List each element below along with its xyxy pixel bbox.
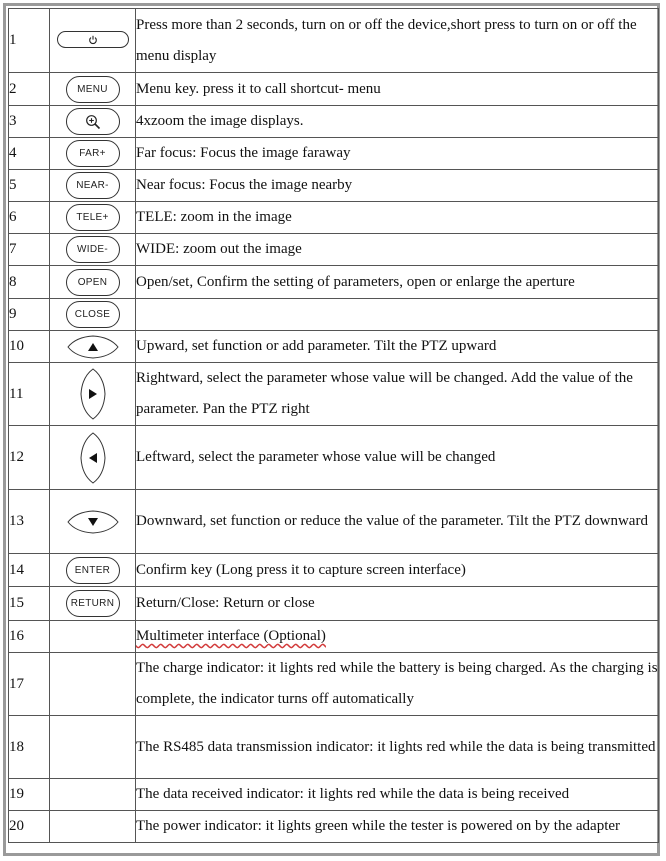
row-number: 20 xyxy=(9,811,50,843)
table-row xyxy=(9,490,659,554)
table-row xyxy=(9,234,659,266)
row-number: 12 xyxy=(9,426,50,490)
menu-key[interactable]: MENU xyxy=(66,76,120,103)
table-row xyxy=(9,299,659,331)
row-number: 2 xyxy=(9,73,50,106)
wide-key[interactable]: WIDE- xyxy=(66,236,120,263)
row-number: 6 xyxy=(9,202,50,234)
row-description: Far focus: Focus the image faraway xyxy=(136,138,659,170)
key-function-table xyxy=(8,8,659,843)
row-description: The data received indicator: it lights red while the data is being received xyxy=(136,779,659,811)
row-description: The RS485 data transmission indicator: it lights red while the data is being transmitted xyxy=(136,716,659,779)
zoom-plus-icon xyxy=(85,114,101,130)
open-key[interactable]: OPEN xyxy=(66,269,120,296)
row-description: TELE: zoom in the image xyxy=(136,202,659,234)
row-number: 7 xyxy=(9,234,50,266)
row-description: The charge indicator: it lights red while the battery is being charged. As the charging is complete, the indicator turns off automatically xyxy=(136,653,659,716)
row-description: The power indicator: it lights green while the tester is powered on by the adapter xyxy=(136,811,659,843)
arrow-right-icon[interactable] xyxy=(79,367,107,421)
row-number: 4 xyxy=(9,138,50,170)
arrow-left-icon[interactable] xyxy=(79,431,107,485)
row-number: 1 xyxy=(9,9,50,73)
row-number: 17 xyxy=(9,653,50,716)
row-description: Upward, set function or add parameter. Tilt the PTZ upward xyxy=(136,331,659,363)
row-number: 3 xyxy=(9,106,50,138)
close-key[interactable]: CLOSE xyxy=(66,301,120,328)
row-description: Confirm key (Long press it to capture screen interface) xyxy=(136,554,659,587)
row-description: Return/Close: Return or close xyxy=(136,587,659,621)
row-number: 5 xyxy=(9,170,50,202)
table-row xyxy=(9,170,659,202)
near-focus-key[interactable]: NEAR- xyxy=(66,172,120,199)
row-description: Menu key. press it to call shortcut- menu xyxy=(136,73,659,106)
row-description: Multimeter interface (Optional) xyxy=(136,628,326,644)
power-icon xyxy=(88,35,98,45)
row-number: 9 xyxy=(9,299,50,331)
row-number: 15 xyxy=(9,587,50,621)
table-row xyxy=(9,811,659,843)
table-row xyxy=(9,426,659,490)
row-number: 19 xyxy=(9,779,50,811)
table-row xyxy=(9,106,659,138)
table-row xyxy=(9,9,659,73)
far-focus-key[interactable]: FAR+ xyxy=(66,140,120,167)
row-number: 8 xyxy=(9,266,50,299)
table-row xyxy=(9,202,659,234)
row-description: Leftward, select the parameter whose value will be changed xyxy=(136,426,659,490)
table-row xyxy=(9,779,659,811)
power-key[interactable] xyxy=(57,31,129,48)
enter-key[interactable]: ENTER xyxy=(66,557,120,584)
zoom-key[interactable] xyxy=(66,108,120,135)
table-row xyxy=(9,716,659,779)
tele-key[interactable]: TELE+ xyxy=(66,204,120,231)
row-description: WIDE: zoom out the image xyxy=(136,234,659,266)
row-number: 16 xyxy=(9,621,50,653)
row-description: 4xzoom the image displays. xyxy=(136,106,659,138)
return-key[interactable]: RETURN xyxy=(66,590,120,617)
row-description: Downward, set function or reduce the value of the parameter. Tilt the PTZ downward xyxy=(136,490,659,554)
arrow-up-icon[interactable] xyxy=(66,334,120,360)
table-row xyxy=(9,621,659,653)
table-row xyxy=(9,266,659,299)
row-description xyxy=(136,299,659,331)
row-description: Open/set, Confirm the setting of parameters, open or enlarge the aperture xyxy=(136,266,659,299)
table-row xyxy=(9,73,659,106)
row-number: 10 xyxy=(9,331,50,363)
table-row xyxy=(9,653,659,716)
table-row xyxy=(9,554,659,587)
row-number: 18 xyxy=(9,716,50,779)
row-description: Near focus: Focus the image nearby xyxy=(136,170,659,202)
row-number: 13 xyxy=(9,490,50,554)
table-row xyxy=(9,138,659,170)
table-row xyxy=(9,363,659,426)
row-description: Press more than 2 seconds, turn on or off the device,short press to turn on or off the menu display xyxy=(136,9,659,73)
row-number: 14 xyxy=(9,554,50,587)
table-row xyxy=(9,587,659,621)
table-row xyxy=(9,331,659,363)
arrow-down-icon[interactable] xyxy=(66,509,120,535)
row-description: Rightward, select the parameter whose value will be changed. Add the value of the parameter. Pan the PTZ right xyxy=(136,363,659,426)
row-number: 11 xyxy=(9,363,50,426)
